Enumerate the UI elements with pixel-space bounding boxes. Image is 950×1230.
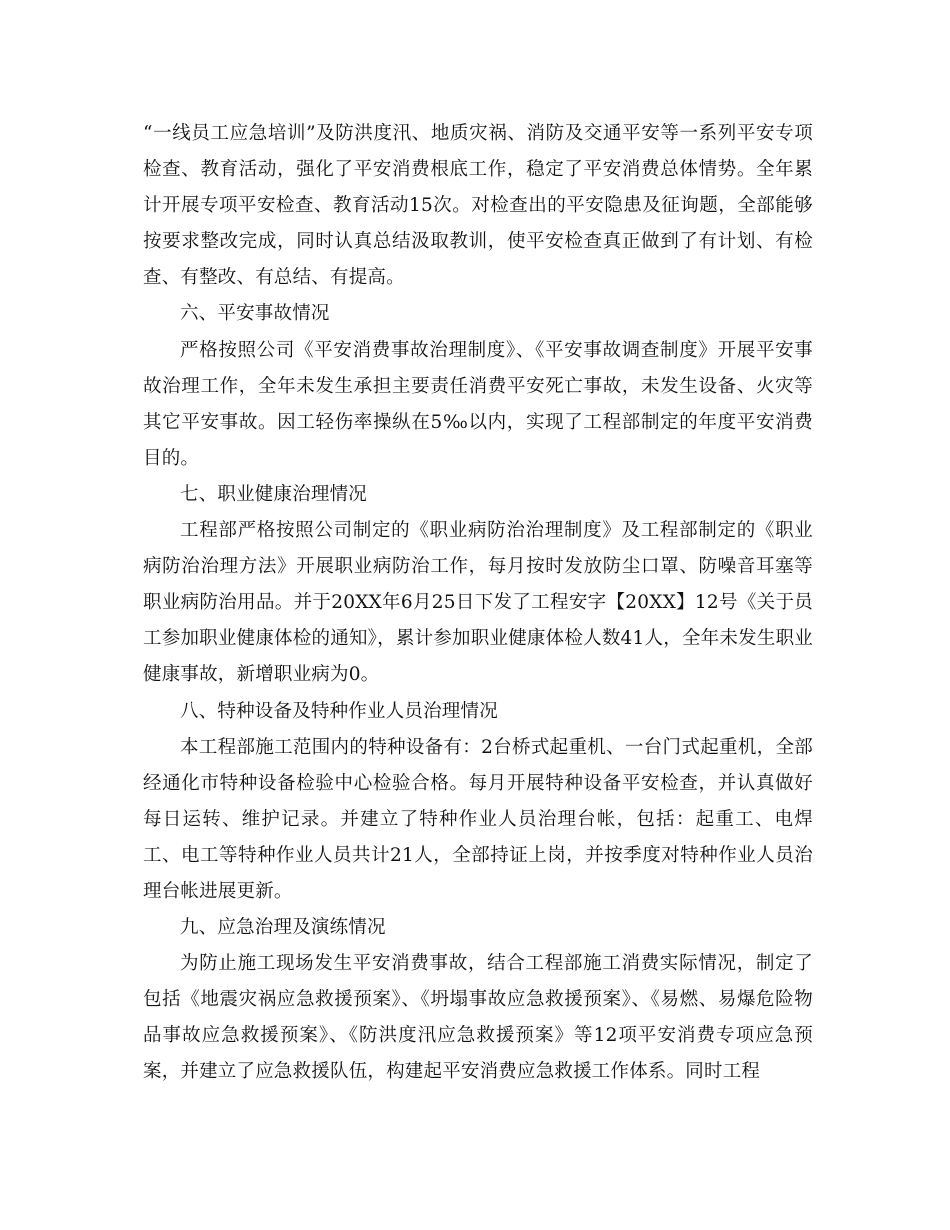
- paragraph-emergency: 为防止施工现场发生平安消费事故，结合工程部施工消费实际情况，制定了包括《地震灾祸应急救援预案》、《坍塌事故应急救援预案》、《易燃、易爆危险物品事故应急救援预案》、《防洪度汛应急救援预案》等12项平安消费专项应急预案，并建立了应急救援队伍，构建起平安消费应急救援工作体系。同时工程: [143, 953, 813, 1083]
- section-heading-emergency: 九、应急治理及演练情况: [180, 917, 386, 939]
- paragraph-safety-inspection: “一线员工应急培训”及防洪度汛、地质灾祸、消防及交通平安等一系列平安专项检查、教育活动，强化了平安消费根底工作，稳定了平安消费总体情势。全年累计开展专项平安检查、教育活动15次。对检查出的平安隐患及征询题，全部能够按要求整改完成，同时认真总结汲取教训，使平安检查真正做到了有计划、有检查、有整改、有总结、有提高。: [143, 123, 813, 289]
- section-heading-special-equipment: 八、特种设备及特种作业人员治理情况: [180, 700, 498, 722]
- section-heading-occupational-health: 七、职业健康治理情况: [180, 483, 368, 505]
- paragraph-accidents: 严格按照公司《平安消费事故治理制度》、《平安事故调查制度》开展平安事故治理工作，全年未发生承担主要责任消费平安死亡事故，未发生设备、火灾等其它平安事故。因工轻伤率操纵在5‰以内，实现了工程部制定的年度平安消费目的。: [143, 339, 813, 469]
- section-heading-accidents: 六、平安事故情况: [180, 303, 330, 325]
- paragraph-occupational-health: 工程部严格按照公司制定的《职业病防治治理制度》及工程部制定的《职业病防治治理方法》开展职业病防治工作，每月按时发放防尘口罩、防噪音耳塞等职业病防治用品。并于20XX年6月25日下发了工程安字【20XX】12号《关于员工参加职业健康体检的通知》，累计参加职业健康体检人数41人，全年未发生职业健康事故，新增职业病为0。: [143, 520, 813, 686]
- document-page: [143, 116, 813, 1091]
- paragraph-special-equipment: 本工程部施工范围内的特种设备有：2台桥式起重机、一台门式起重机，全部经通化市特种设备检验中心检验合格。每月开展特种设备平安检查，并认真做好每日运转、维护记录。并建立了特种作业人员治理台帐，包括：起重工、电焊工、电工等特种作业人员共计21人，全部持证上岗，并按季度对特种作业人员治理台帐进展更新。: [143, 736, 813, 902]
